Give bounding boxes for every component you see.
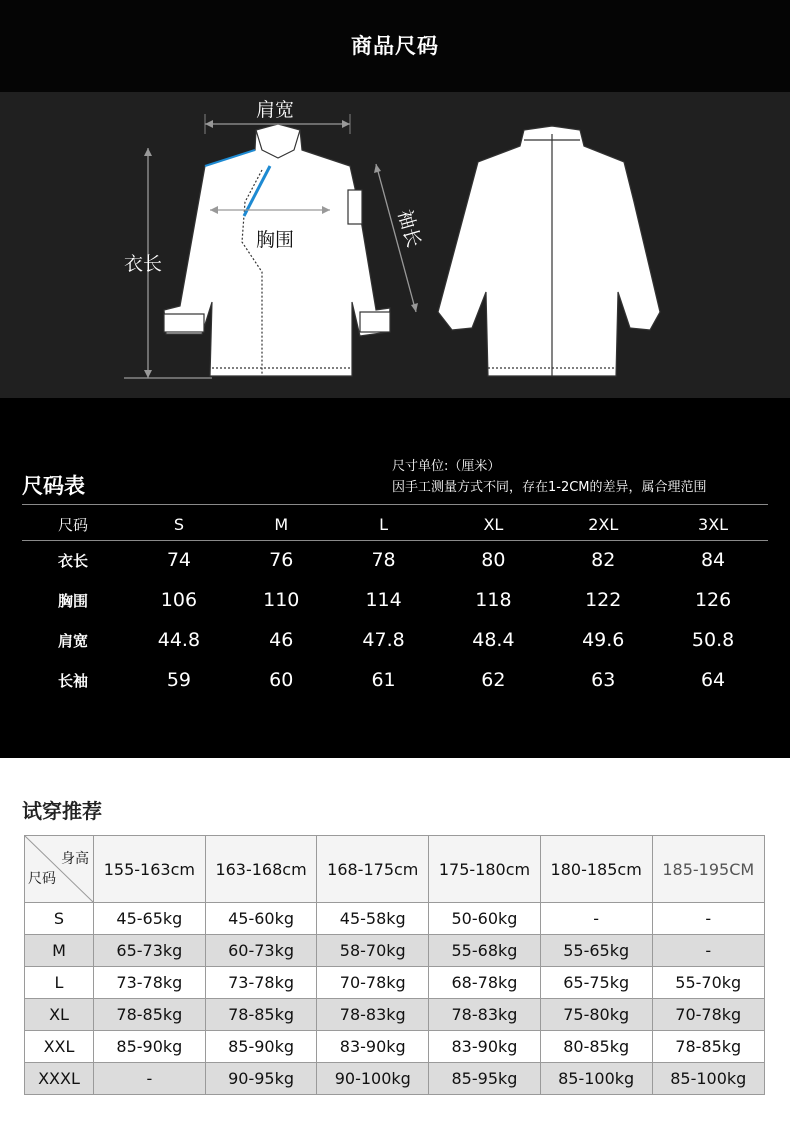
- table-cell: -: [652, 903, 764, 935]
- table-cell: 78-85kg: [94, 999, 206, 1031]
- header-cell: 2XL: [588, 514, 619, 534]
- table-cell: 55-68kg: [429, 935, 541, 967]
- table-cell: 84: [700, 549, 726, 571]
- table-cell: 70-78kg: [652, 999, 764, 1031]
- table-cell: 118: [475, 589, 512, 611]
- row-label: 衣长: [57, 551, 88, 570]
- size-cell: S: [25, 903, 94, 935]
- table-cell: 85-100kg: [652, 1063, 764, 1095]
- header-cell: XL: [483, 514, 504, 534]
- size-cell: M: [25, 935, 94, 967]
- table-cell: 50-60kg: [429, 903, 541, 935]
- size-chart-header-row: [22, 508, 768, 540]
- table-row: [25, 1031, 765, 1063]
- table-cell: 45-58kg: [317, 903, 429, 935]
- size-cell: XXXL: [25, 1063, 94, 1095]
- table-row: [22, 540, 768, 580]
- size-chart-table: [22, 508, 768, 700]
- table-cell: -: [94, 1063, 206, 1095]
- page-title: 商品尺码: [351, 34, 439, 58]
- table-cell: 78-83kg: [429, 999, 541, 1031]
- table-cell: 55-70kg: [652, 967, 764, 999]
- table-cell: 46: [269, 629, 294, 651]
- table-cell: 106: [160, 589, 198, 611]
- table-cell: 76: [269, 549, 294, 571]
- table-cell: 58-70kg: [317, 935, 429, 967]
- table-cell: 85-90kg: [205, 1031, 317, 1063]
- row-label: 胸围: [57, 591, 88, 610]
- height-header: 175-180cm: [429, 836, 541, 903]
- difference-note: 因手工测量方式不同，存在1-2CM的差异，属合理范围: [392, 480, 707, 495]
- table-cell: 62: [481, 669, 506, 691]
- row-label: 肩宽: [57, 631, 88, 650]
- table-cell: 48.4: [472, 629, 515, 651]
- table-cell: 61: [371, 669, 396, 691]
- table-cell: 83-90kg: [429, 1031, 541, 1063]
- table-cell: 65-75kg: [540, 967, 652, 999]
- size-cell: XL: [25, 999, 94, 1031]
- table-cell: 73-78kg: [205, 967, 317, 999]
- table-row: [25, 967, 765, 999]
- table-row: [22, 660, 768, 700]
- chest-label: 胸围: [256, 229, 295, 251]
- corner-height-label: 身高: [61, 851, 89, 867]
- table-cell: 73-78kg: [94, 967, 206, 999]
- height-header: 180-185cm: [540, 836, 652, 903]
- table-cell: -: [652, 935, 764, 967]
- table-cell: 83-90kg: [317, 1031, 429, 1063]
- header-cell: L: [379, 514, 389, 534]
- fit-recommendation-table: [24, 835, 765, 1095]
- table-cell: 75-80kg: [540, 999, 652, 1031]
- shoulder-label: 肩宽: [256, 99, 295, 121]
- header-cell: 3XL: [698, 514, 729, 534]
- size-cell: L: [25, 967, 94, 999]
- table-row: [25, 935, 765, 967]
- table-row: [25, 1063, 765, 1095]
- table-cell: 60-73kg: [205, 935, 317, 967]
- table-cell: 45-65kg: [94, 903, 206, 935]
- table-row: [22, 620, 768, 660]
- table-cell: 126: [694, 589, 732, 611]
- sleeve-label: 袖长: [393, 207, 425, 250]
- table-cell: 80: [481, 549, 506, 571]
- table-cell: 90-100kg: [317, 1063, 429, 1095]
- size-chart-section: [0, 398, 790, 758]
- table-cell: 63: [591, 669, 616, 691]
- table-cell: 49.6: [582, 629, 625, 651]
- table-cell: 47.8: [362, 629, 405, 651]
- table-row: [25, 903, 765, 935]
- height-header: 155-163cm: [94, 836, 206, 903]
- table-cell: 110: [263, 589, 300, 611]
- table-row: [25, 999, 765, 1031]
- header-cell: M: [274, 514, 289, 534]
- height-header: 163-168cm: [205, 836, 317, 903]
- table-cell: 82: [591, 549, 616, 571]
- table-cell: 55-65kg: [540, 935, 652, 967]
- table-cell: 70-78kg: [317, 967, 429, 999]
- table-cell: -: [540, 903, 652, 935]
- table-cell: 90-95kg: [205, 1063, 317, 1095]
- size-chart-note: [392, 456, 707, 498]
- size-chart-title: 尺码表: [22, 474, 85, 498]
- table-cell: 68-78kg: [429, 967, 541, 999]
- header-cell: S: [173, 514, 184, 534]
- table-cell: 65-73kg: [94, 935, 206, 967]
- table-cell: 60: [269, 669, 294, 691]
- table-cell: 122: [585, 589, 622, 611]
- header-bar: [0, 0, 790, 92]
- height-header: 185-195CM: [652, 836, 764, 903]
- table-cell: 85-90kg: [94, 1031, 206, 1063]
- length-label: 衣长: [124, 253, 163, 275]
- table-cell: 80-85kg: [540, 1031, 652, 1063]
- table-cell: 45-60kg: [205, 903, 317, 935]
- table-cell: 78-83kg: [317, 999, 429, 1031]
- divider-top: [22, 504, 768, 505]
- table-cell: 85-100kg: [540, 1063, 652, 1095]
- corner-size-label: 尺码: [28, 871, 56, 887]
- table-cell: 44.8: [157, 629, 201, 651]
- table-cell: 64: [700, 669, 726, 691]
- height-header: 168-175cm: [317, 836, 429, 903]
- table-cell: 78-85kg: [205, 999, 317, 1031]
- table-cell: 78: [371, 549, 396, 571]
- row-label: 长袖: [57, 671, 88, 690]
- fit-recommendation-title: 试穿推荐: [22, 799, 102, 823]
- back-jacket-illustration: [438, 126, 660, 376]
- garment-diagram: [0, 92, 790, 398]
- table-cell: 85-95kg: [429, 1063, 541, 1095]
- table-cell: 50.8: [691, 629, 735, 651]
- header-cell: 尺码: [57, 515, 88, 534]
- unit-note: 尺寸单位:（厘米）: [392, 459, 501, 474]
- table-cell: 114: [365, 589, 402, 611]
- table-cell: 74: [166, 549, 191, 571]
- fit-header-row: [25, 836, 765, 903]
- size-cell: XXL: [25, 1031, 94, 1063]
- table-cell: 78-85kg: [652, 1031, 764, 1063]
- corner-cell: [25, 836, 94, 903]
- table-row: [22, 580, 768, 620]
- table-cell: 59: [166, 669, 191, 691]
